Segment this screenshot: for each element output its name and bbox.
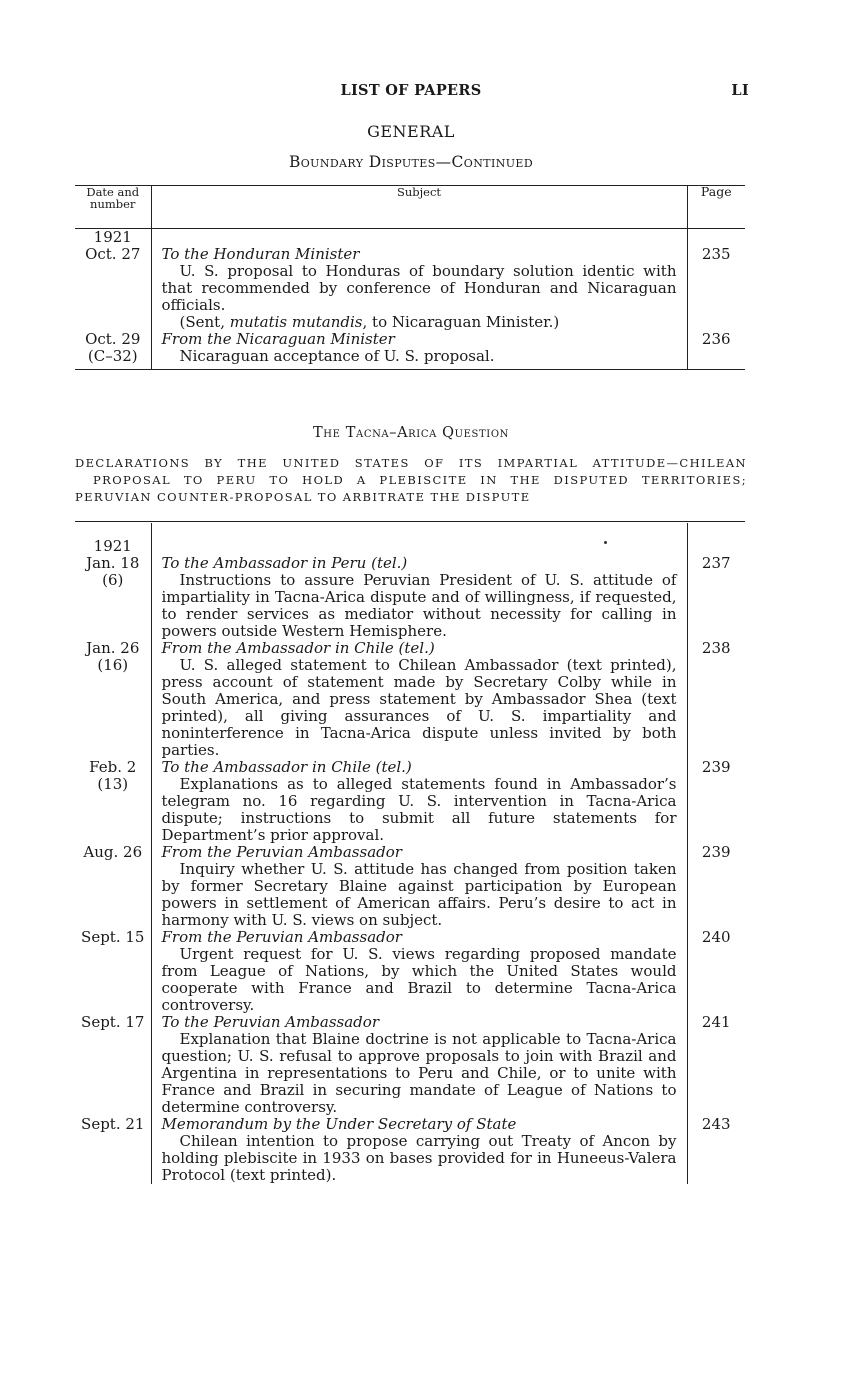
tacna-arica-table — [75, 523, 745, 1184]
entry-description: Instructions to assure Peruvian President of U. S. attitude of impartiality in Tacna-Arica dispute and of willingness, if requested, to render services as mediator without necessity for calling in powers outside Western Hemisphere. — [161, 571, 677, 640]
entry-addressee: From the Peruvian Ambassador — [161, 843, 402, 861]
table-row — [75, 640, 745, 759]
entry-description: Urgent request for U. S. views regarding proposed mandate from League of Nations, by which the United States would cooperate with France and Brazil to determine Tacna-Arica controversy. — [161, 945, 677, 1014]
declaration-line: PROPOSAL TO PERU TO HOLD A PLEBISCITE IN THE DISPUTED TERRITORIES; — [93, 473, 747, 487]
entry-description: Inquiry whether U. S. attitude has changed from position taken by former Secretary Blaine against participation by European powers in settlement of American affairs. Peru’s desire to act in harmony with U. S. views on subject. — [161, 860, 677, 929]
entry-page: 238 — [701, 639, 731, 657]
entry-description: Nicaraguan acceptance of U. S. proposal. — [179, 347, 495, 365]
entry-subject — [151, 640, 687, 759]
entry-date — [75, 1116, 151, 1184]
entry-date — [75, 640, 151, 759]
year-row — [75, 229, 745, 247]
entry-subject — [151, 1014, 687, 1116]
entry-date — [75, 555, 151, 640]
year-row — [75, 523, 745, 555]
print-speck — [604, 541, 607, 544]
entry-date — [75, 844, 151, 929]
table-row — [75, 1014, 745, 1116]
tacna-entries — [75, 555, 745, 1184]
entry-date-text: Sept. 17 — [81, 1013, 145, 1031]
entry-addressee: From the Nicaraguan Minister — [161, 330, 395, 348]
section-heading: GENERAL — [367, 122, 455, 141]
entry-page: 241 — [701, 1013, 731, 1031]
entry-number: (13) — [97, 775, 129, 793]
entry-date — [75, 759, 151, 844]
entry-date-text: Sept. 15 — [81, 928, 145, 946]
sent-note-prefix: (Sent, — [179, 313, 230, 331]
table-header-row — [75, 186, 745, 229]
boundary-disputes-table — [75, 185, 745, 370]
entry-sent-note — [162, 314, 677, 331]
entry-date-text: Oct. 27 — [85, 245, 141, 263]
entry-description: Explanations as to alleged statements found in Ambassador’s telegram no. 16 regarding U. S. intervention in Tacna-Arica dispute; instructions to submit all future statements for Department’s prior approval. — [161, 775, 677, 844]
entry-page: 236 — [687, 331, 745, 370]
year-label: 1921 — [75, 523, 151, 555]
entry-date-text: Sept. 21 — [81, 1115, 145, 1133]
table-row — [75, 1116, 745, 1184]
entry-date — [75, 1014, 151, 1116]
entry-subject — [151, 555, 687, 640]
entry-page: 239 — [701, 843, 731, 861]
entry-date — [75, 929, 151, 1014]
entry-description: U. S. proposal to Honduras of boundary solution identic with that recommended by conference of Honduran and Nicaraguan officials. — [161, 262, 677, 314]
entry-date-text: Aug. 26 — [83, 843, 143, 861]
year-label: 1921 — [75, 229, 151, 247]
page-folio: LI — [731, 82, 749, 99]
sent-note-italic: mutatis mutandis — [229, 313, 363, 331]
entry-addressee: To the Ambassador in Chile (tel.) — [161, 758, 412, 776]
subsection-heading: Boundary Disputes—Continued — [288, 153, 534, 171]
entry-addressee: Memorandum by the Under Secretary of State — [161, 1115, 517, 1133]
entry-page: 239 — [701, 758, 731, 776]
entry-description: U. S. alleged statement to Chilean Ambassador (text printed), press account of statement made by Secretary Colby while in South America, and press statement by Ambassador Shea (text printed), all giving assurances of U. S. impartiality and noninterference in Tacna-Arica dispute unless invited by both parties. — [161, 656, 677, 759]
entry-date-text: Oct. 29 — [85, 330, 141, 348]
entry-addressee: From the Ambassador in Chile (tel.) — [161, 639, 435, 657]
entry-addressee: From the Peruvian Ambassador — [161, 928, 402, 946]
entry-description: Explanation that Blaine doctrine is not applicable to Tacna-Arica question; U. S. refusal to approve proposals to join with Brazil and Argentina in representations to Peru and Chile, or to unite with France and Brazil in securing mandate of League of Nations to determine controversy. — [161, 1030, 677, 1116]
entry-date-text: Feb. 2 — [89, 758, 137, 776]
entry-date-text: Jan. 18 — [86, 554, 140, 572]
table-row — [75, 246, 745, 331]
entry-subject — [151, 1116, 687, 1184]
entry-addressee: To the Ambassador in Peru (tel.) — [161, 554, 408, 572]
entry-subject — [151, 759, 687, 844]
sent-note-suffix: , to Nicaraguan Minister.) — [362, 313, 560, 331]
entry-number: (6) — [102, 571, 124, 589]
running-head-title: LIST OF PAPERS — [340, 82, 482, 99]
entry-page: 240 — [701, 928, 731, 946]
table-row — [75, 555, 745, 640]
table-top-rule — [75, 521, 745, 522]
entry-subject — [151, 929, 687, 1014]
entry-date-text: Jan. 26 — [86, 639, 140, 657]
entry-page: 243 — [701, 1115, 731, 1133]
table-row — [75, 759, 745, 844]
entry-description: Chilean intention to propose carrying out Treaty of Ancon by holding plebiscite in 1933 on bases provided for in Huneeus-Valera Protocol (text printed). — [161, 1132, 677, 1184]
entry-subject — [151, 331, 687, 370]
declaration-caption — [75, 455, 747, 506]
table-row — [75, 929, 745, 1014]
entry-addressee: To the Peruvian Ambassador — [161, 1013, 379, 1031]
tacna-arica-heading: The Tacna–Arica Question — [313, 425, 509, 441]
entry-subject — [151, 844, 687, 929]
entry-page: 235 — [701, 245, 731, 263]
entry-date — [75, 331, 151, 370]
declaration-line: DECLARATIONS BY THE UNITED STATES OF ITS IMPARTIAL ATTITUDE—CHILEAN — [75, 456, 747, 470]
entry-subject — [151, 246, 687, 331]
entry-date — [75, 246, 151, 331]
declaration-line: PERUVIAN COUNTER-PROPOSAL TO ARBITRATE THE DISPUTE — [75, 490, 531, 504]
header-page: Page — [687, 186, 745, 229]
table-row — [75, 331, 745, 370]
header-subject: Subject — [151, 186, 687, 229]
entry-addressee: To the Honduran Minister — [161, 245, 360, 263]
table-row — [75, 844, 745, 929]
entry-page: 237 — [701, 554, 731, 572]
entry-number: (16) — [97, 656, 129, 674]
header-date-number: Date and number — [75, 186, 151, 229]
entry-number: (C–32) — [87, 347, 138, 365]
